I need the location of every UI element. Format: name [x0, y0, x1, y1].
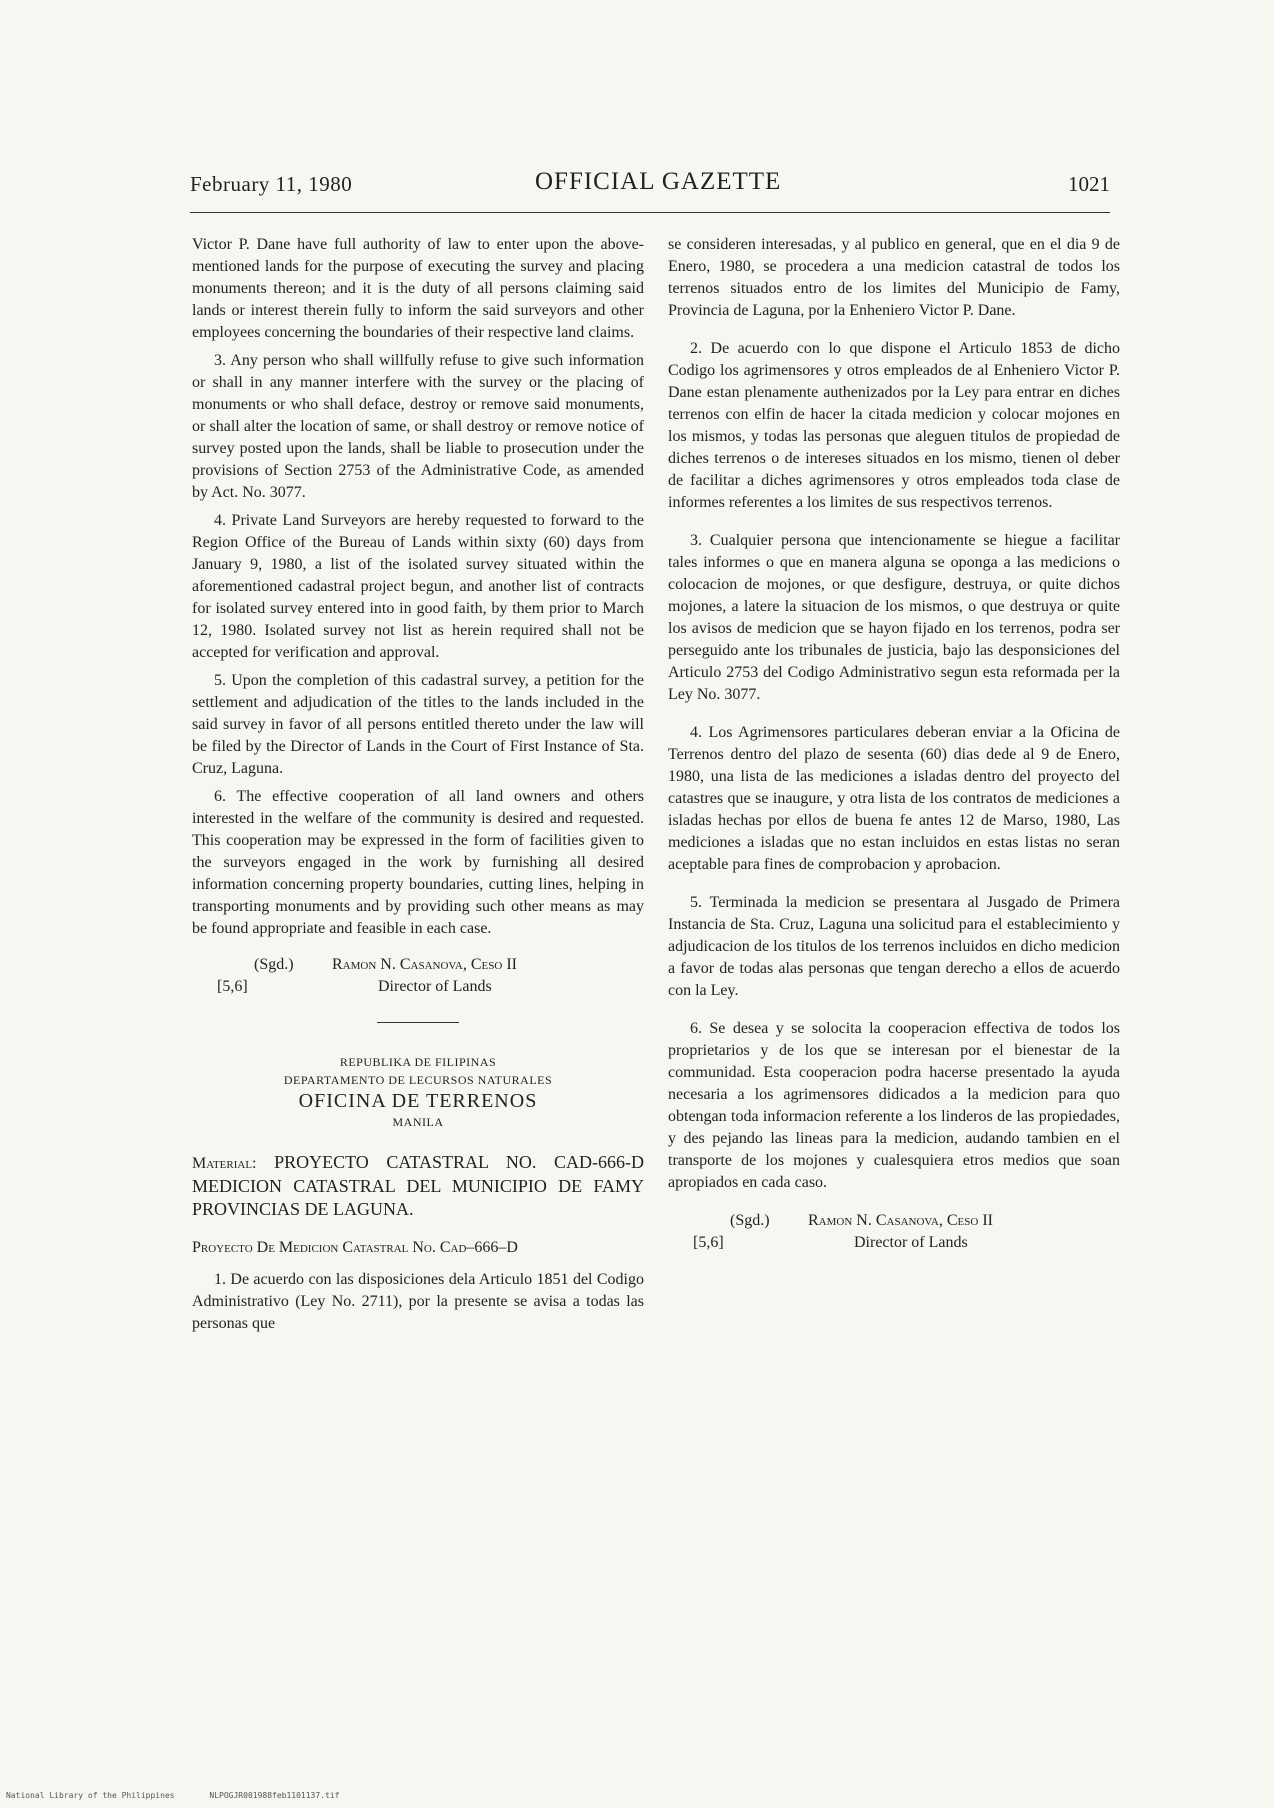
paragraph: 1. De acuerdo con las disposiciones dela Articulo 1851 del Codigo Administrativo (Ley No. 2711), por la presente se avisa a todas las personas que [192, 1271, 644, 1332]
signature-block [668, 1210, 1120, 1256]
scan-source: National Library of the Philippines [6, 1791, 175, 1800]
paragraph: se consideren interesadas, y al publico en general, que en el dia 9 de Enero, 1980, se procedera a una medicion catastral de todos los terrenos situados entro de los limites del Municipio de Famy, Provincia de Laguna, por la Enheniero Victor P. Dane. [668, 236, 1120, 319]
paragraph: 5. Upon the completion of this cadastral survey, a petition for the settlement and adjudication of the titles to the lands included in the said survey in favor of all persons entitled thereto under the law will be filed by the Director of Lands in the Court of First Instance of Sta. Cruz, Laguna. [192, 672, 644, 777]
issue-reference: [5,6] [693, 1234, 724, 1251]
paragraph: 3. Any person who shall willfully refuse to give such information or shall in any manner interfere with the survey or the placing of monuments or who shall deface, destroy or remove said monuments, or shall alter the location of same, or shall destroy or remove notice of survey posted upon the lands, shall be liable to prosecution under the provisions of Section 2753 of the Administrative Code, as amended by Act. No. 3077. [192, 352, 644, 501]
signed-mark: (Sgd.) [730, 1212, 770, 1229]
signatory-title: Director of Lands [854, 1234, 968, 1251]
left-column [192, 234, 644, 1341]
paragraph: 4. Los Agrimensores particulares deberan enviar a la Oficina de Terrenos dentro del plazo de sesenta (60) dias dede al 9 de Enero, 1980, una lista de las mediciones a isladas dentro del proyecto del catastres que se inaugure, y otra lista de los contratos de mediciones a isladas hechas por ellos de buena fe antes 12 de Marso, 1980, Las mediciones a isladas que no estan incluidos en estas listas no seran aceptable para fines de comprobacion y aprobacion. [668, 724, 1120, 873]
scan-filename: NLPOGJR001988feb1101137.tif [209, 1791, 340, 1800]
paragraph: 2. De acuerdo con lo que dispone el Articulo 1853 de dicho Codigo los agrimensores y otros empleados de al Enheniero Victor P. Dane estan plenamente authenizados por la Ley para entrar en diches terrenos con elfin de hacer la citada medicion y colocar mojones en los mismos, y todas las personas que aleguen titulos de propiedad de diches terrenos o de intereses situados en los mismo, tienen ol deber de facilitar a diches agrimensores y otros empleados toda clase de informes referentes a los limites de sus respectivos terrenos. [668, 340, 1120, 511]
paragraph: 6. Se desea y se solocita la cooperacion effectiva de todos los proprietarios y de los que se interesan por el bienestar de la communidad. Esta cooperacion podra hacerse presentado la ayuda necesaria a los agrimensores didicados a la medicion para quo obtengan toda informacion referente a los linderos de las propiedades, y des pejando las lineas para la medicion, audando tambien en el transporte de los mojones y cualesquiera etros medios que soan apropiados en cada caso. [668, 1020, 1120, 1191]
paragraph: Victor P. Dane have full authority of law to enter upon the above-mentioned lands for the purpose of executing the survey and placing monuments thereon; and it is the duty of all persons claiming said lands or interest therein fully to inform the said surveyors and other employees concerning the boundaries of their respective land claims. [192, 236, 644, 341]
page-header [190, 168, 1110, 204]
issue-reference: [5,6] [217, 978, 248, 995]
paragraph: 4. Private Land Surveyors are hereby requested to forward to the Region Office of the Bureau of Lands within sixty (60) days from January 9, 1980, a list of the isolated survey situated within the aforementioned cadastral project begun, and another list of contracts for isolated survey entered into in good faith, by them prior to March 12, 1980. Isolated survey not list as herein required shall not be accepted for verification and approval. [192, 512, 644, 661]
agency-heading [192, 1053, 644, 1131]
proyecto-heading: Proyecto De Medicion Catastral No. Cad–666–D [192, 1239, 518, 1256]
paragraph: 6. The effective cooperation of all land owners and others interested in the welfare of the community is desired and requested. This cooperation may be expressed in the form of facilities given to the surveyors engaged in the work by furnishing all desired information concerning property boundaries, cutting lines, helping in transporting monuments and by providing such other means as may be found appropriate and feasible in each case. [192, 788, 644, 937]
subject-line [192, 1151, 644, 1221]
paragraph: 3. Cualquier persona que intencionamente se hiegue a facilitar tales informes o que en manera alguna se oponga a las medicions o colocacion de mojones, or que desfigure, destruya, or quite dichos mojones, a latere la situacion de los mismos, o que destruya or quite los avisos de medicion que se hayon fijado en los terrenos, podra ser perseguido ante los tribunales de justicia, bajo las desponsiciones del Articulo 2753 del Codigo Administrativo segun esta reformada per la Ley No. 3077. [668, 532, 1120, 703]
subject-label: Material: [192, 1155, 257, 1172]
issue-date: February 11, 1980 [190, 172, 353, 196]
header-rule [190, 212, 1110, 213]
signature-block [192, 954, 644, 1000]
agency-office: OFICINA DE TERRENOS [298, 1090, 538, 1112]
publication-title: OFFICIAL GAZETTE [535, 168, 782, 195]
paragraph: 5. Terminada la medicion se presentara al Jusgado de Primera Instancia de Sta. Cruz, Laguna una solicitud para el establecimiento y adjudicacion de los titulos de los terrenos incluidos en dicho medicion a favor de todas alas personas que tengan derecho a ellos de acuerdo con la Ley. [668, 894, 1120, 999]
page-number: 1021 [1068, 172, 1110, 196]
signed-mark: (Sgd.) [254, 956, 294, 973]
agency-line: DEPARTAMENTO DE LECURSOS NATURALES [283, 1073, 553, 1087]
signatory-name: Ramon N. Casanova, Ceso II [808, 1212, 993, 1229]
agency-city: MANILA [392, 1115, 444, 1129]
agency-line: REPUBLIKA DE FILIPINAS [339, 1055, 497, 1069]
section-divider [377, 1022, 459, 1023]
subject-text: PROYECTO CATASTRAL NO. CAD-666-D MEDICION CATASTRAL DEL MUNICIPIO DE FAMY PROVINCIAS DE LAGUNA. [192, 1152, 644, 1219]
signatory-title: Director of Lands [378, 978, 492, 995]
scan-footer [6, 1791, 369, 1800]
signatory-name: Ramon N. Casanova, Ceso II [332, 956, 517, 973]
right-column [668, 234, 1120, 1262]
